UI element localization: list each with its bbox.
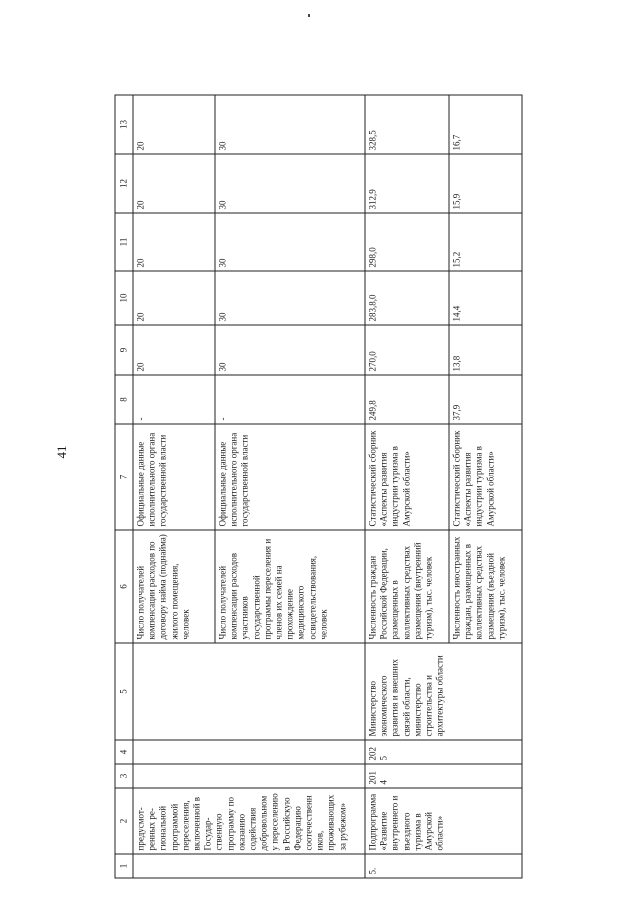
col-header: 2 bbox=[115, 788, 133, 854]
col-header: 3 bbox=[115, 764, 133, 788]
value-cell: 20 bbox=[133, 213, 215, 271]
value-cell: 270,0 bbox=[365, 325, 449, 375]
value-cell: 298,0 bbox=[365, 213, 449, 271]
indicator-cell: Численность иностранных граждан, размещенных в коллективных средствах размещения (въездной туризм), тыс. человек bbox=[449, 530, 522, 643]
value-cell: 328,5 bbox=[365, 95, 449, 154]
col-header: 5 bbox=[115, 643, 133, 740]
source-cell: Статистический сборник «Аспекты развития индустрии туризма в Амурской области» bbox=[449, 424, 522, 530]
indicator-cell: Численность граждан Российской Федерации, размещенных в коллективных средствах размещения (внутренний туризм), тыс. человек bbox=[365, 530, 449, 643]
page-number: 41 bbox=[54, 445, 69, 459]
value-cell: 16,7 bbox=[449, 95, 522, 154]
table-row bbox=[133, 95, 215, 878]
source-cell: Официальные данные исполнительного органа государственной власти bbox=[215, 424, 365, 530]
col-header: 13 bbox=[115, 95, 133, 154]
start-year-cell: 2014 bbox=[365, 764, 522, 788]
table-row bbox=[365, 95, 449, 878]
value-cell: 30 bbox=[215, 213, 365, 271]
value-cell: 30 bbox=[215, 325, 365, 375]
col-header: 1 bbox=[115, 854, 133, 878]
value-cell: 15,2 bbox=[449, 213, 522, 271]
value-cell: 20 bbox=[133, 95, 215, 154]
col-header: 10 bbox=[115, 271, 133, 325]
col-header: 4 bbox=[115, 740, 133, 764]
base-value-cell: 249,8 bbox=[365, 375, 449, 424]
indicators-table bbox=[115, 95, 523, 879]
col-header: 9 bbox=[115, 325, 133, 375]
value-cell: 13,8 bbox=[449, 325, 522, 375]
value-cell: 30 bbox=[215, 271, 365, 325]
start-year-cell bbox=[133, 764, 365, 788]
program-name-cell: предусмот-ренных ре-гиональной программой переселения, включенной в Государ-ственную программу по оказанию содействия добровольному переселению в Российскую Федерацию соотечественников, проживающих за рубежом» bbox=[133, 788, 365, 854]
value-cell: 14,4 bbox=[449, 271, 522, 325]
value-cell: 15,9 bbox=[449, 154, 522, 213]
indicator-cell: Число получателей компенсации расходов участников государственной программы переселения и членов их семей на прохождение медицинского освидетельствования, человек bbox=[215, 530, 365, 643]
base-value-cell: 37,9 bbox=[449, 375, 522, 424]
value-cell: 30 bbox=[215, 154, 365, 213]
col-header: 8 bbox=[115, 375, 133, 424]
value-cell: 20 bbox=[133, 271, 215, 325]
col-header: 12 bbox=[115, 154, 133, 213]
value-cell: 20 bbox=[133, 154, 215, 213]
scan-mark bbox=[308, 14, 310, 17]
indicator-cell: Число получателей компенсации расходов по договору найма (поднайма) жилого помещения, человек bbox=[133, 530, 215, 643]
value-cell: 20 bbox=[133, 325, 215, 375]
end-year-cell: 2025 bbox=[365, 740, 522, 764]
col-header: 6 bbox=[115, 530, 133, 643]
col-header: 7 bbox=[115, 424, 133, 530]
column-number-row bbox=[115, 95, 133, 878]
value-cell: 312,9 bbox=[365, 154, 449, 213]
base-value-cell: - bbox=[215, 375, 365, 424]
executor-cell bbox=[133, 643, 365, 740]
executor-cell: Министерство экономического развития и внешних связей области, министерство строительства и архитектуры области bbox=[365, 643, 522, 740]
source-cell: Статистический сборник «Аспекты развития индустрии туризма в Амурской области» bbox=[365, 424, 449, 530]
base-value-cell: - bbox=[133, 375, 215, 424]
end-year-cell bbox=[133, 740, 365, 764]
row-number-cell: 5. bbox=[365, 854, 522, 878]
indicators-table-wrapper bbox=[115, 96, 522, 879]
col-header: 11 bbox=[115, 213, 133, 271]
program-name-cell: Подпрограмма «Развитие внутреннего и въездного туризма в Амурской области» bbox=[365, 788, 522, 854]
value-cell: 283,8,0 bbox=[365, 271, 449, 325]
source-cell: Официальные данные исполнительного органа государственной власти bbox=[133, 424, 215, 530]
row-number-cell bbox=[133, 854, 365, 878]
value-cell: 30 bbox=[215, 95, 365, 154]
